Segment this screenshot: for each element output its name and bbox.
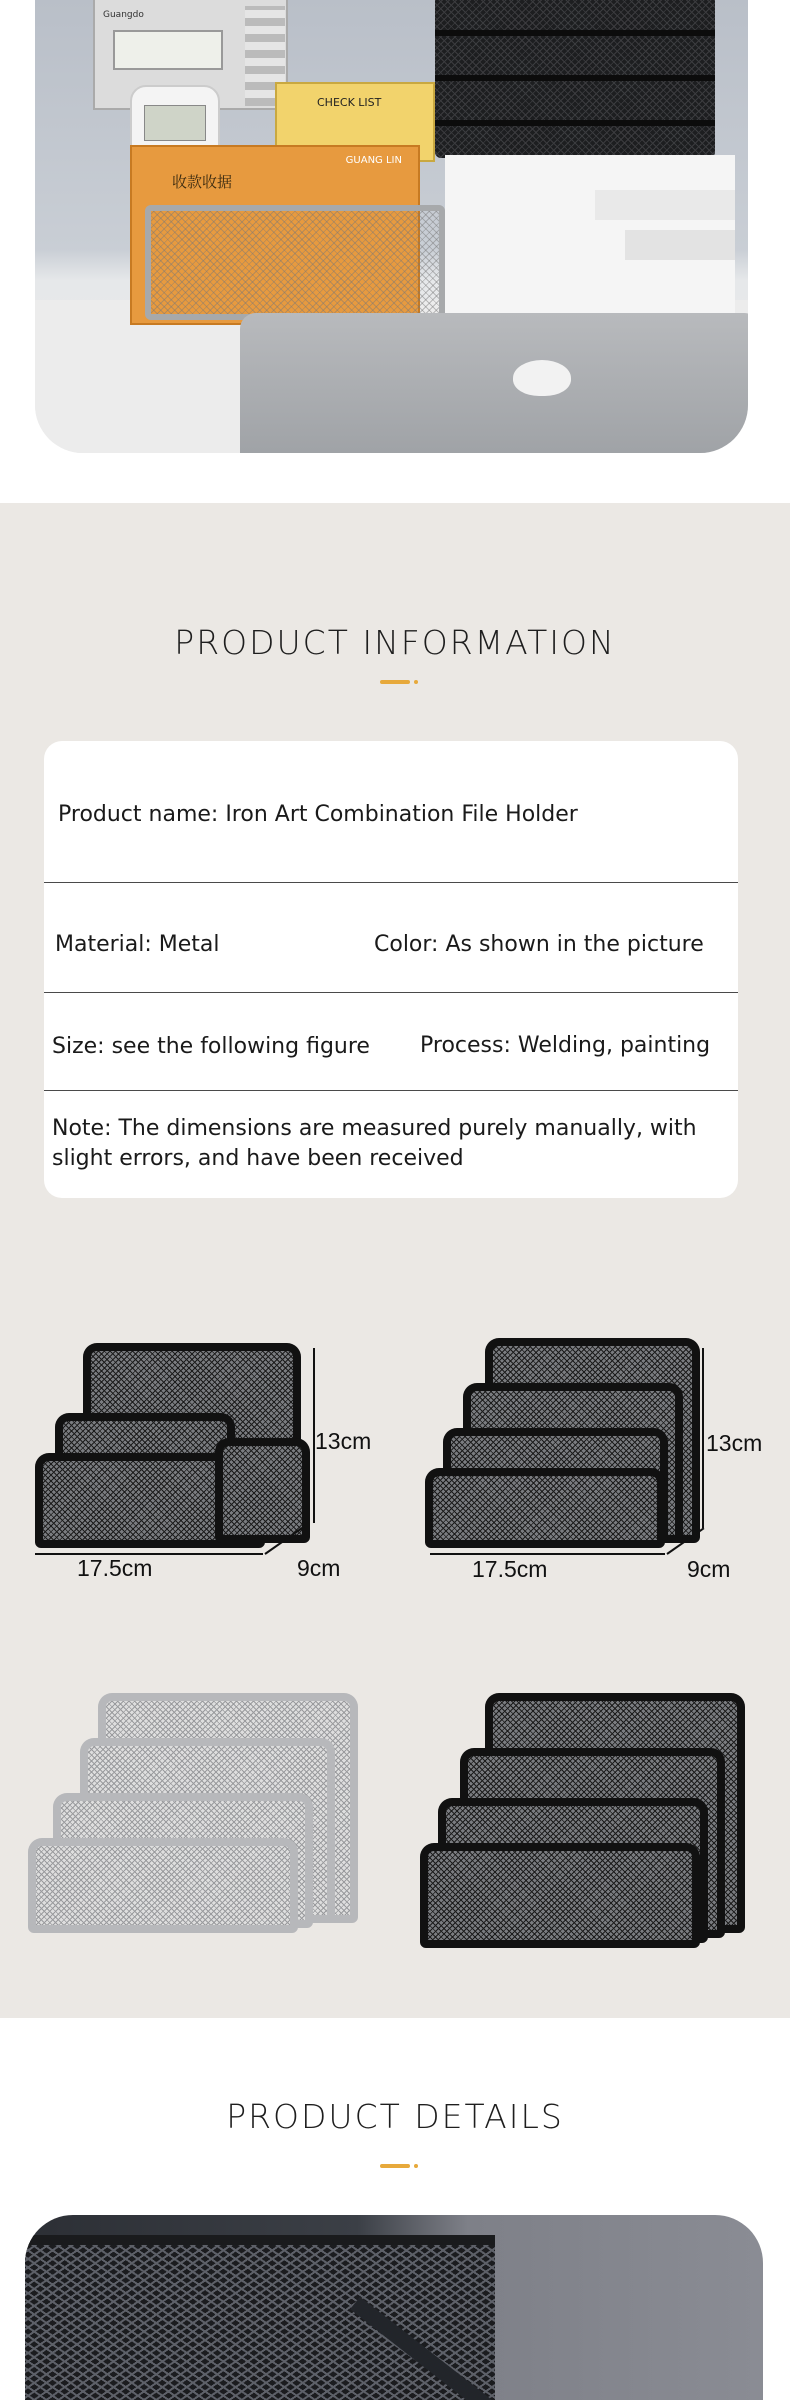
depth-label: 9cm: [297, 1555, 341, 1581]
note: Note: The dimensions are measured purely manually, with slight errors, and have been received: [52, 1116, 697, 1171]
material: Material: Metal: [55, 932, 220, 957]
depth-label: 9cm: [687, 1556, 731, 1582]
product-name: Product name: Iron Art Combination File Holder: [58, 802, 578, 827]
detail-closeup-photo: [25, 2215, 763, 2400]
width-label: 17.5cm: [472, 1556, 548, 1582]
silver-holder-image: [28, 1693, 368, 1943]
divider: [44, 882, 738, 883]
dimension-figure-2: [425, 1338, 785, 1593]
process: Process: Welding, painting: [420, 1033, 711, 1058]
front-panel: [425, 1468, 665, 1548]
divider: [44, 992, 738, 993]
product-information-section: [0, 503, 790, 2018]
checklist-book: CHECK LIST: [275, 82, 435, 162]
calculator: Guangdo: [93, 0, 288, 110]
details-title-accent: [380, 2164, 410, 2168]
dimension-figure-1: [35, 1343, 395, 1593]
size: Size: see the following figure: [52, 1034, 370, 1059]
black-holder-image: [420, 1693, 760, 1953]
receipt-ledger: GUANG LIN 收款收据: [130, 145, 420, 325]
silver-mesh-holder: [145, 205, 445, 320]
divider: [44, 1090, 738, 1091]
info-table: [44, 741, 738, 1198]
apple-logo-icon: [513, 360, 571, 396]
black-file-holder: [435, 0, 715, 158]
title-accent: [380, 680, 410, 684]
laptop: [240, 313, 748, 453]
height-label: 13cm: [315, 1428, 372, 1454]
color: Color: As shown in the picture: [374, 932, 704, 957]
hero-product-photo: [35, 0, 748, 453]
pen-cup: [215, 1438, 310, 1543]
details-title: PRODUCT DETAILS: [226, 2097, 564, 2136]
section-title: PRODUCT INFORMATION: [174, 623, 616, 662]
width-label: 17.5cm: [77, 1555, 153, 1581]
height-label: 13cm: [706, 1430, 763, 1456]
